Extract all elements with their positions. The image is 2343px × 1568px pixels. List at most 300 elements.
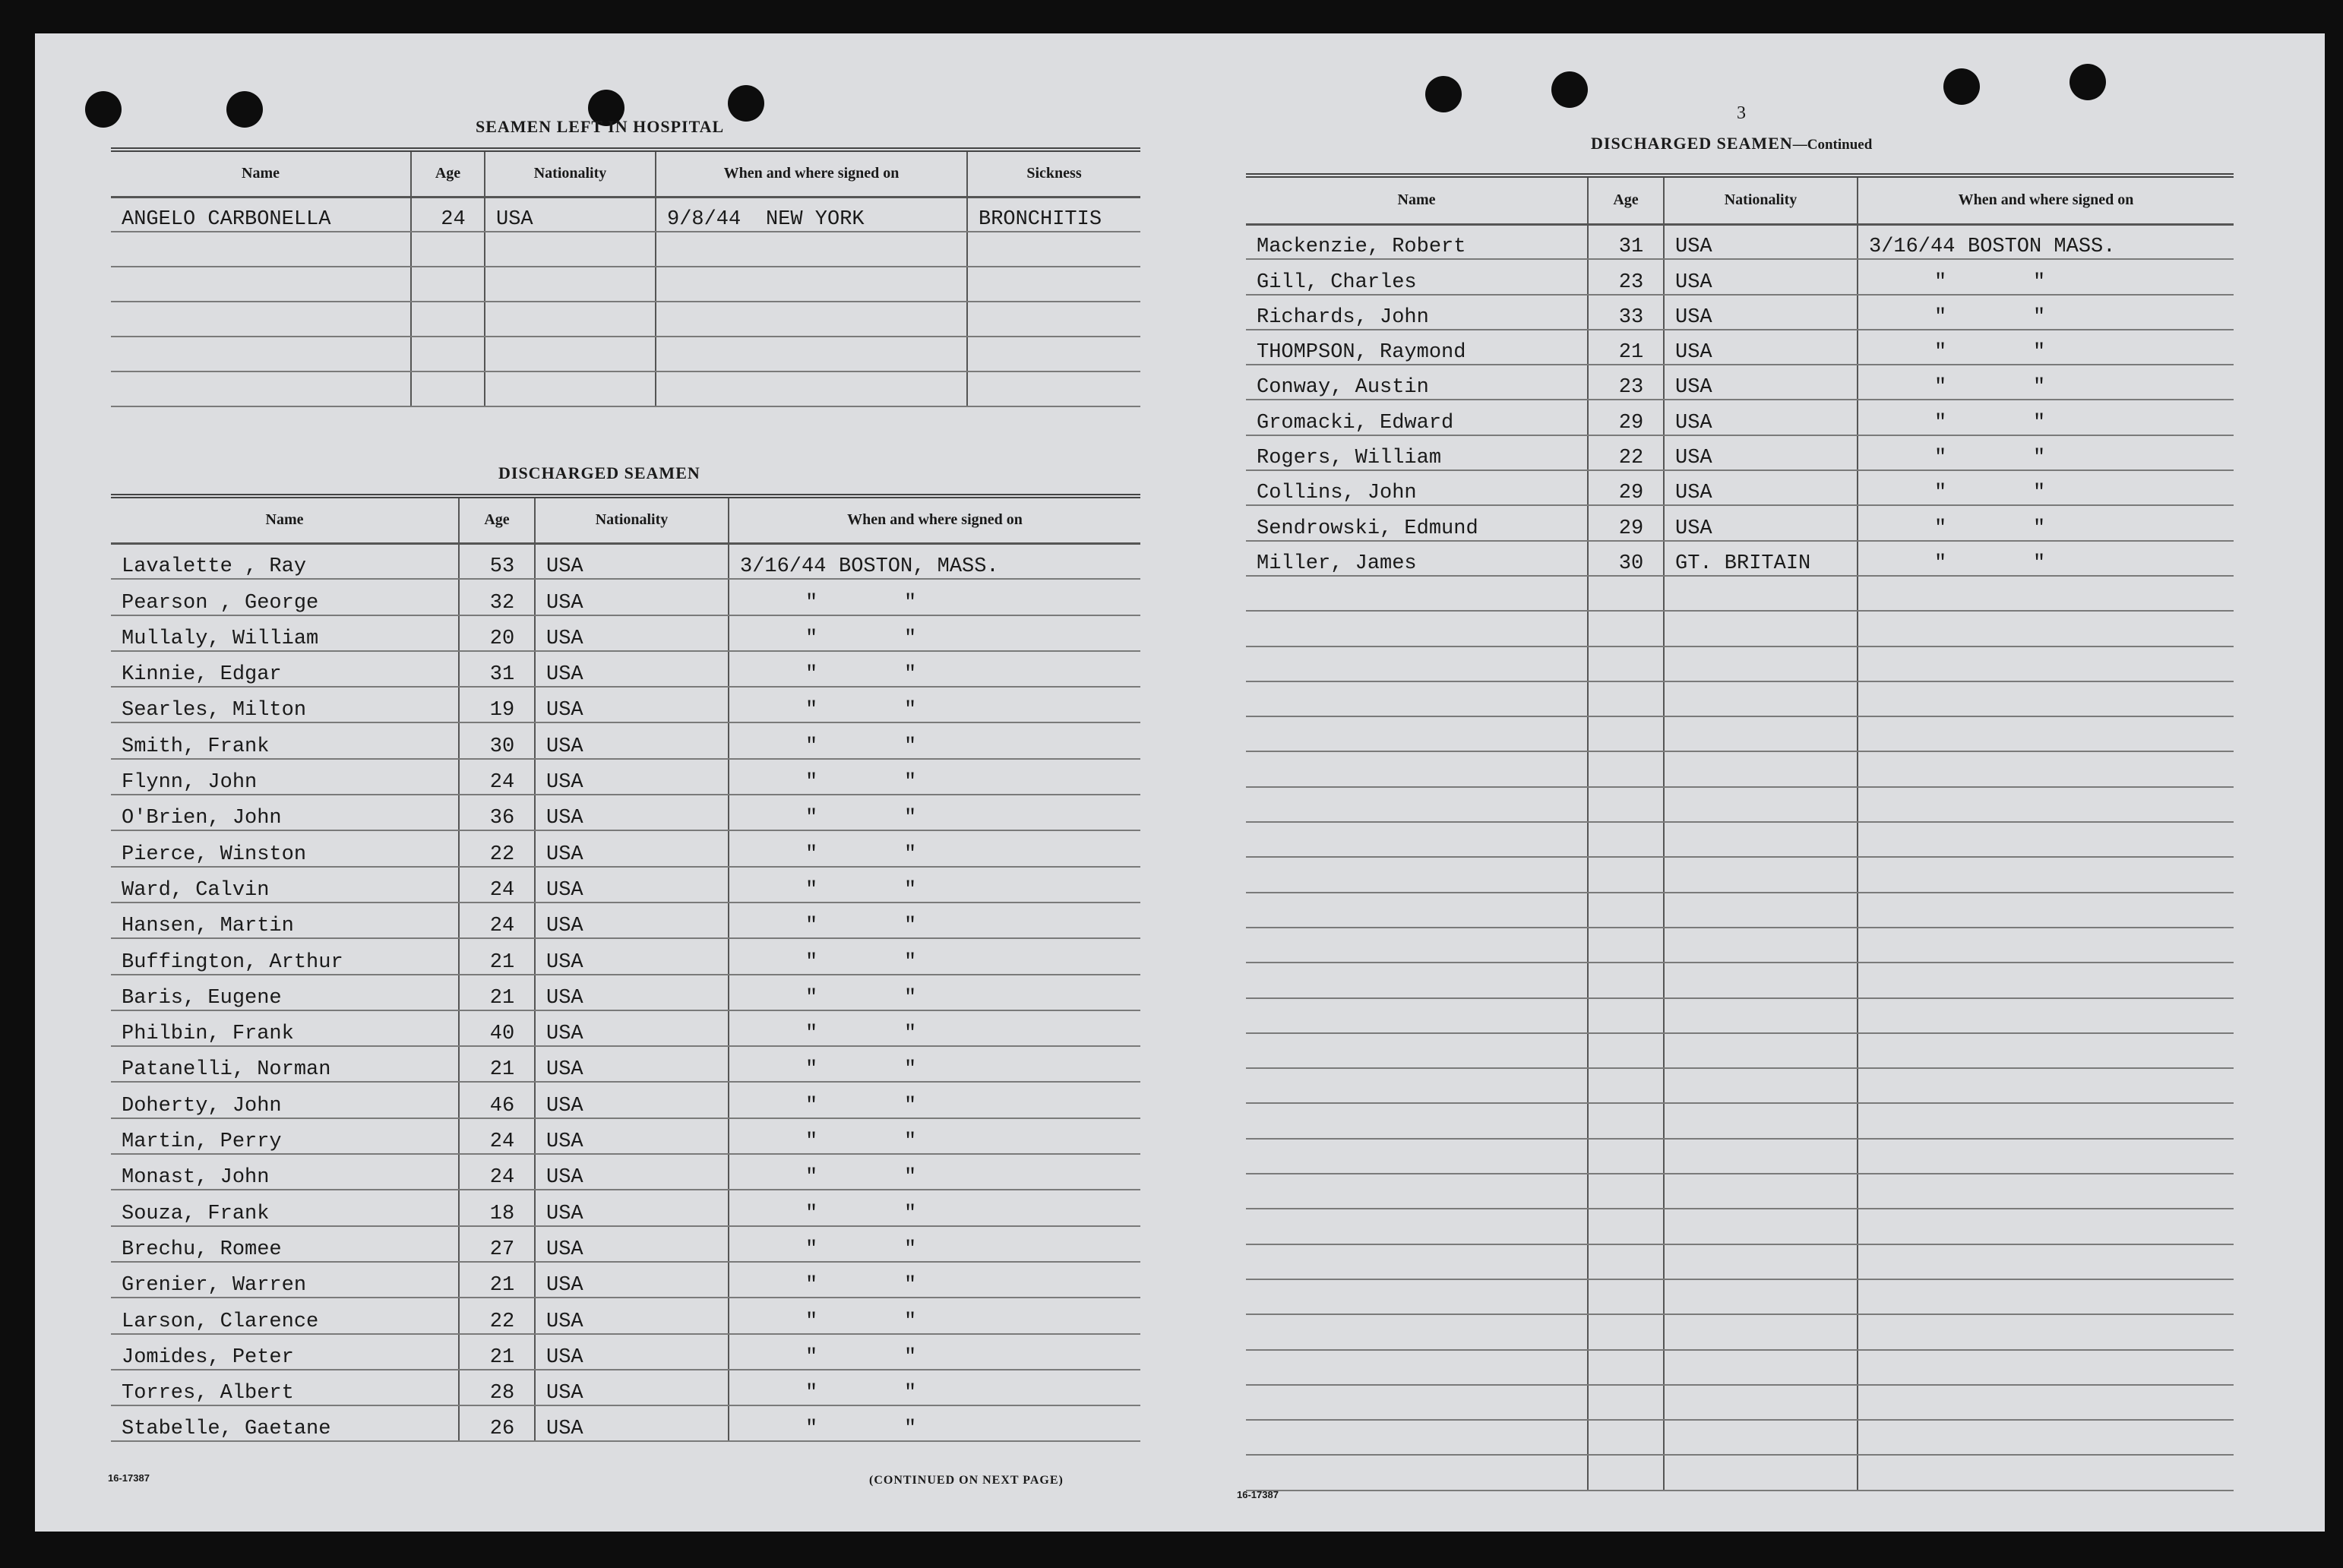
signed-place: " (904, 1023, 917, 1046)
punch-hole (2069, 64, 2106, 100)
name-cell: ANGELO CARBONELLA (111, 197, 411, 232)
empty-cell (1246, 1385, 1588, 1420)
signed-place: " (904, 1274, 917, 1298)
table-row (1246, 330, 2234, 365)
empty-cell (1246, 893, 1588, 928)
empty-cell (1588, 611, 1664, 646)
empty-cell (1664, 681, 1858, 716)
table-row (1246, 1174, 2234, 1209)
name-cell: Larson, Clarence (111, 1298, 459, 1333)
empty-cell (411, 337, 485, 371)
nationality-cell: USA (535, 1046, 729, 1082)
empty-cell (1858, 716, 2234, 751)
signed-date: " (805, 771, 818, 795)
empty-cell (485, 371, 656, 406)
signed-on-cell (1858, 224, 2234, 259)
age-cell: 21 (459, 1262, 535, 1298)
empty-cell (1588, 787, 1664, 822)
nationality-cell: USA (535, 1334, 729, 1370)
sickness-cell: BRONCHITIS (967, 197, 1140, 232)
nationality-cell: USA (535, 830, 729, 866)
name-cell: Conway, Austin (1246, 365, 1588, 400)
empty-cell (1664, 1385, 1858, 1420)
left-page (35, 33, 1190, 1532)
empty-cell (1246, 963, 1588, 997)
table-row (111, 1190, 1140, 1225)
empty-cell (1858, 1385, 2234, 1420)
empty-cell (1858, 1244, 2234, 1279)
table-row (1246, 365, 2234, 400)
empty-cell (1588, 963, 1664, 997)
name-cell: Gromacki, Edward (1246, 400, 1588, 435)
title-sub: —Continued (1792, 137, 1873, 153)
table-row (1246, 470, 2234, 505)
empty-cell (1588, 576, 1664, 611)
column-header: When and where signed on (1858, 175, 2234, 224)
table-row (111, 1118, 1140, 1154)
signed-date: " (805, 735, 818, 758)
table-row (111, 371, 1140, 406)
age-cell: 29 (1588, 505, 1664, 540)
signed-on-cell (729, 1298, 1140, 1333)
empty-cell (1246, 1350, 1588, 1385)
signed-on-cell (1858, 505, 2234, 540)
table-row (1246, 751, 2234, 786)
nationality-cell: USA (1664, 400, 1858, 435)
signed-date: " (1934, 376, 1947, 400)
table-row (111, 615, 1140, 651)
empty-cell (1664, 1103, 1858, 1138)
empty-cell (485, 302, 656, 337)
empty-cell (1858, 1103, 2234, 1138)
age-cell: 18 (459, 1190, 535, 1225)
signed-place: " (2033, 447, 2046, 470)
signed-on-cell (1858, 295, 2234, 330)
name-cell: Smith, Frank (111, 722, 459, 758)
signed-place: BOSTON MASS. (1968, 236, 2116, 259)
nationality-cell: USA (1664, 330, 1858, 365)
signed-date: " (805, 1023, 818, 1046)
empty-cell (1588, 1455, 1664, 1490)
nationality-cell: USA (1664, 259, 1858, 294)
signed-on-cell (729, 1082, 1140, 1118)
table-row (111, 197, 1140, 232)
empty-cell (1588, 716, 1664, 751)
signed-date: " (1934, 447, 1947, 470)
empty-cell (1588, 857, 1664, 892)
signed-date: " (805, 1418, 818, 1441)
empty-cell (1588, 1385, 1664, 1420)
age-cell: 28 (459, 1370, 535, 1405)
name-cell: Doherty, John (111, 1082, 459, 1118)
empty-cell (1664, 787, 1858, 822)
name-cell: Miller, James (1246, 541, 1588, 576)
table-row (1246, 1068, 2234, 1103)
signed-on-cell (1858, 541, 2234, 576)
punch-hole (1943, 68, 1980, 105)
signed-on-cell (656, 197, 967, 232)
name-cell: Lavalette , Ray (111, 543, 459, 579)
name-cell: Jomides, Peter (111, 1334, 459, 1370)
signed-date: " (1934, 305, 1947, 329)
nationality-cell: USA (535, 867, 729, 903)
nationality-cell: USA (535, 543, 729, 579)
signed-place: " (2033, 552, 2046, 575)
age-cell: 19 (459, 687, 535, 722)
signed-place: " (904, 1202, 917, 1225)
empty-cell (485, 337, 656, 371)
column-header: Name (1246, 175, 1588, 224)
nationality-cell: USA (535, 1118, 729, 1154)
nationality-cell: USA (535, 1298, 729, 1333)
empty-cell (1664, 893, 1858, 928)
age-cell: 22 (459, 1298, 535, 1333)
table-row (1246, 541, 2234, 576)
empty-cell (111, 232, 411, 267)
signed-on-cell (729, 867, 1140, 903)
table-row (111, 903, 1140, 938)
name-cell: Richards, John (1246, 295, 1588, 330)
age-cell: 23 (1588, 365, 1664, 400)
name-cell: Collins, John (1246, 470, 1588, 505)
empty-cell (1664, 611, 1858, 646)
empty-cell (1664, 576, 1858, 611)
signed-date: " (1934, 411, 1947, 435)
table-row (1246, 1033, 2234, 1068)
empty-cell (1246, 646, 1588, 681)
signed-place: " (904, 699, 917, 722)
empty-cell (1858, 963, 2234, 997)
empty-cell (967, 232, 1140, 267)
signed-place: " (904, 915, 917, 938)
empty-cell (411, 232, 485, 267)
table-row (111, 232, 1140, 267)
empty-cell (1664, 1350, 1858, 1385)
empty-cell (1588, 1033, 1664, 1068)
nationality-cell: USA (535, 975, 729, 1010)
empty-cell (1858, 1350, 2234, 1385)
signed-place: " (2033, 341, 2046, 365)
signed-place: " (904, 663, 917, 687)
empty-cell (1246, 1314, 1588, 1349)
name-cell: Kinnie, Edgar (111, 651, 459, 687)
empty-cell (111, 371, 411, 406)
empty-cell (1246, 1455, 1588, 1490)
signed-date: " (1934, 552, 1947, 575)
age-cell: 29 (1588, 470, 1664, 505)
age-cell: 53 (459, 543, 535, 579)
signed-date: " (805, 915, 818, 938)
table-row (1246, 611, 2234, 646)
signed-date: " (805, 1094, 818, 1118)
table-row (1246, 505, 2234, 540)
nationality-cell: USA (535, 903, 729, 938)
nationality-cell: USA (535, 615, 729, 651)
nationality-cell: GT. BRITAIN (1664, 541, 1858, 576)
age-cell: 21 (1588, 330, 1664, 365)
age-cell: 21 (459, 938, 535, 974)
table-row (111, 1226, 1140, 1262)
signed-date: " (1934, 482, 1947, 505)
signed-on-cell (1858, 435, 2234, 470)
empty-cell (1588, 646, 1664, 681)
age-cell: 40 (459, 1010, 535, 1046)
empty-cell (1858, 576, 2234, 611)
signed-place: " (2033, 482, 2046, 505)
table-row (1246, 1455, 2234, 1490)
empty-cell (1246, 998, 1588, 1033)
empty-cell (1246, 1174, 1588, 1209)
name-cell: Pierce, Winston (111, 830, 459, 866)
empty-cell (1664, 1279, 1858, 1314)
age-cell: 24 (459, 1154, 535, 1190)
empty-cell (1858, 1139, 2234, 1174)
age-cell: 29 (1588, 400, 1664, 435)
column-header: Name (111, 496, 459, 543)
signed-on-cell (1858, 365, 2234, 400)
age-cell: 24 (459, 867, 535, 903)
empty-cell (111, 302, 411, 337)
empty-cell (1246, 611, 1588, 646)
signed-on-cell (729, 759, 1140, 795)
table-row (111, 722, 1140, 758)
signed-date: " (805, 1238, 818, 1261)
name-cell: Grenier, Warren (111, 1262, 459, 1298)
empty-cell (1664, 1420, 1858, 1455)
empty-cell (1246, 1279, 1588, 1314)
signed-on-cell (729, 1262, 1140, 1298)
signed-date: " (805, 1202, 818, 1225)
signed-place: " (904, 1166, 917, 1190)
table-row (1246, 1314, 2234, 1349)
discharged-continued-table (1246, 173, 2234, 1491)
signed-place: " (2033, 305, 2046, 329)
signed-place: " (904, 986, 917, 1010)
age-cell: 33 (1588, 295, 1664, 330)
empty-cell (1858, 1174, 2234, 1209)
signed-on-cell (729, 1190, 1140, 1225)
empty-cell (1588, 1279, 1664, 1314)
empty-cell (1664, 822, 1858, 857)
nationality-cell: USA (485, 197, 656, 232)
empty-cell (1246, 1033, 1588, 1068)
name-cell: Mullaly, William (111, 615, 459, 651)
right-page (1190, 33, 2325, 1532)
empty-cell (1664, 751, 1858, 786)
signed-place: " (904, 1094, 917, 1118)
empty-cell (1588, 751, 1664, 786)
nationality-cell: USA (535, 687, 729, 722)
table-row (1246, 295, 2234, 330)
empty-cell (1858, 1314, 2234, 1349)
age-cell: 30 (459, 722, 535, 758)
signed-on-cell (729, 722, 1140, 758)
signed-place: " (904, 842, 917, 866)
signed-date: " (805, 591, 818, 615)
name-cell: Searles, Milton (111, 687, 459, 722)
column-header: Sickness (967, 150, 1140, 197)
empty-cell (1664, 963, 1858, 997)
table-row (111, 759, 1140, 795)
signed-date: 9/8/44 (667, 208, 741, 231)
signed-on-cell (729, 543, 1140, 579)
table-row (1246, 1385, 2234, 1420)
signed-place: " (904, 807, 917, 830)
table-row (1246, 576, 2234, 611)
signed-place: " (904, 735, 917, 758)
signed-place: " (904, 1310, 917, 1333)
age-cell: 24 (459, 1118, 535, 1154)
signed-on-cell (1858, 400, 2234, 435)
empty-cell (1664, 1244, 1858, 1279)
empty-cell (1246, 1244, 1588, 1279)
signed-on-cell (729, 795, 1140, 830)
table-row (111, 1010, 1140, 1046)
column-header: Name (111, 150, 411, 197)
table-row (1246, 224, 2234, 259)
signed-date: 3/16/44 (1869, 236, 1956, 259)
nationality-cell: USA (535, 1226, 729, 1262)
empty-cell (1664, 1455, 1858, 1490)
signed-date: " (805, 663, 818, 687)
signed-on-cell (729, 1370, 1140, 1405)
empty-cell (656, 232, 967, 267)
age-cell: 22 (459, 830, 535, 866)
name-cell: Martin, Perry (111, 1118, 459, 1154)
table-row (111, 1405, 1140, 1441)
empty-cell (656, 337, 967, 371)
empty-cell (967, 302, 1140, 337)
form-number: 16-17387 (108, 1472, 150, 1484)
name-cell: Flynn, John (111, 759, 459, 795)
nationality-cell: USA (535, 1262, 729, 1298)
table-row (1246, 822, 2234, 857)
empty-cell (1664, 1174, 1858, 1209)
name-cell: Buffington, Arthur (111, 938, 459, 974)
table-row (111, 1334, 1140, 1370)
empty-cell (1858, 751, 2234, 786)
signed-place: " (904, 627, 917, 650)
signed-place: " (904, 878, 917, 902)
nationality-cell: USA (535, 722, 729, 758)
empty-cell (1246, 928, 1588, 963)
nationality-cell: USA (1664, 365, 1858, 400)
table-row (1246, 893, 2234, 928)
table-row (111, 1154, 1140, 1190)
nationality-cell: USA (535, 938, 729, 974)
table-row (111, 867, 1140, 903)
empty-cell (1246, 751, 1588, 786)
empty-cell (1858, 611, 2234, 646)
nationality-cell: USA (535, 1010, 729, 1046)
column-header: Age (411, 150, 485, 197)
signed-place: " (904, 1345, 917, 1369)
empty-cell (1858, 1068, 2234, 1103)
table-row (1246, 1420, 2234, 1455)
age-cell: 24 (411, 197, 485, 232)
empty-cell (1664, 646, 1858, 681)
age-cell: 30 (1588, 541, 1664, 576)
signed-on-cell (729, 615, 1140, 651)
punch-hole (1551, 71, 1588, 108)
empty-cell (1246, 822, 1588, 857)
empty-cell (1588, 928, 1664, 963)
empty-cell (1246, 716, 1588, 751)
signed-place: " (904, 950, 917, 974)
signed-on-cell (729, 975, 1140, 1010)
table-row (1246, 857, 2234, 892)
empty-cell (1664, 1209, 1858, 1244)
empty-cell (1588, 1244, 1664, 1279)
empty-cell (1588, 1174, 1664, 1209)
signed-date: " (805, 1274, 818, 1298)
signed-place: " (904, 1382, 917, 1405)
nationality-cell: USA (535, 759, 729, 795)
table-row (1246, 1244, 2234, 1279)
empty-cell (1588, 1209, 1664, 1244)
table-row (1246, 716, 2234, 751)
empty-cell (1858, 1420, 2234, 1455)
name-cell: Souza, Frank (111, 1190, 459, 1225)
table-row (1246, 1350, 2234, 1385)
empty-cell (485, 232, 656, 267)
signed-on-cell (1858, 330, 2234, 365)
name-cell: Baris, Eugene (111, 975, 459, 1010)
name-cell: Philbin, Frank (111, 1010, 459, 1046)
empty-cell (1246, 576, 1588, 611)
name-cell: Patanelli, Norman (111, 1046, 459, 1082)
name-cell: Brechu, Romee (111, 1226, 459, 1262)
signed-place: " (904, 771, 917, 795)
table-row (111, 938, 1140, 974)
signed-date: " (805, 627, 818, 650)
signed-date: " (805, 1382, 818, 1405)
age-cell: 21 (459, 975, 535, 1010)
signed-place: " (2033, 517, 2046, 540)
nationality-cell: USA (535, 651, 729, 687)
name-cell: Pearson , George (111, 579, 459, 615)
nationality-cell: USA (535, 1190, 729, 1225)
empty-cell (967, 337, 1140, 371)
column-header: Age (1588, 175, 1664, 224)
table-row (1246, 998, 2234, 1033)
signed-on-cell (729, 938, 1140, 974)
title-main: DISCHARGED SEAMEN (1591, 134, 1793, 153)
table-row (111, 830, 1140, 866)
name-cell: THOMPSON, Raymond (1246, 330, 1588, 365)
age-cell: 20 (459, 615, 535, 651)
signed-on-cell (729, 1226, 1140, 1262)
age-cell: 26 (459, 1405, 535, 1441)
empty-cell (1858, 681, 2234, 716)
name-cell: Sendrowski, Edmund (1246, 505, 1588, 540)
empty-cell (1858, 822, 2234, 857)
signed-date: " (805, 1345, 818, 1369)
nationality-cell: USA (535, 1154, 729, 1190)
signed-date: 3/16/44 (740, 555, 827, 579)
empty-cell (1246, 1139, 1588, 1174)
hospital-section-title: SEAMEN LEFT IN HOSPITAL (476, 117, 725, 136)
age-cell: 32 (459, 579, 535, 615)
empty-cell (1858, 1209, 2234, 1244)
nationality-cell: USA (535, 795, 729, 830)
empty-cell (1246, 857, 1588, 892)
signed-on-cell (729, 1046, 1140, 1082)
empty-cell (1588, 681, 1664, 716)
empty-cell (1246, 1420, 1588, 1455)
age-cell: 21 (459, 1046, 535, 1082)
discharged-table (111, 494, 1140, 1442)
